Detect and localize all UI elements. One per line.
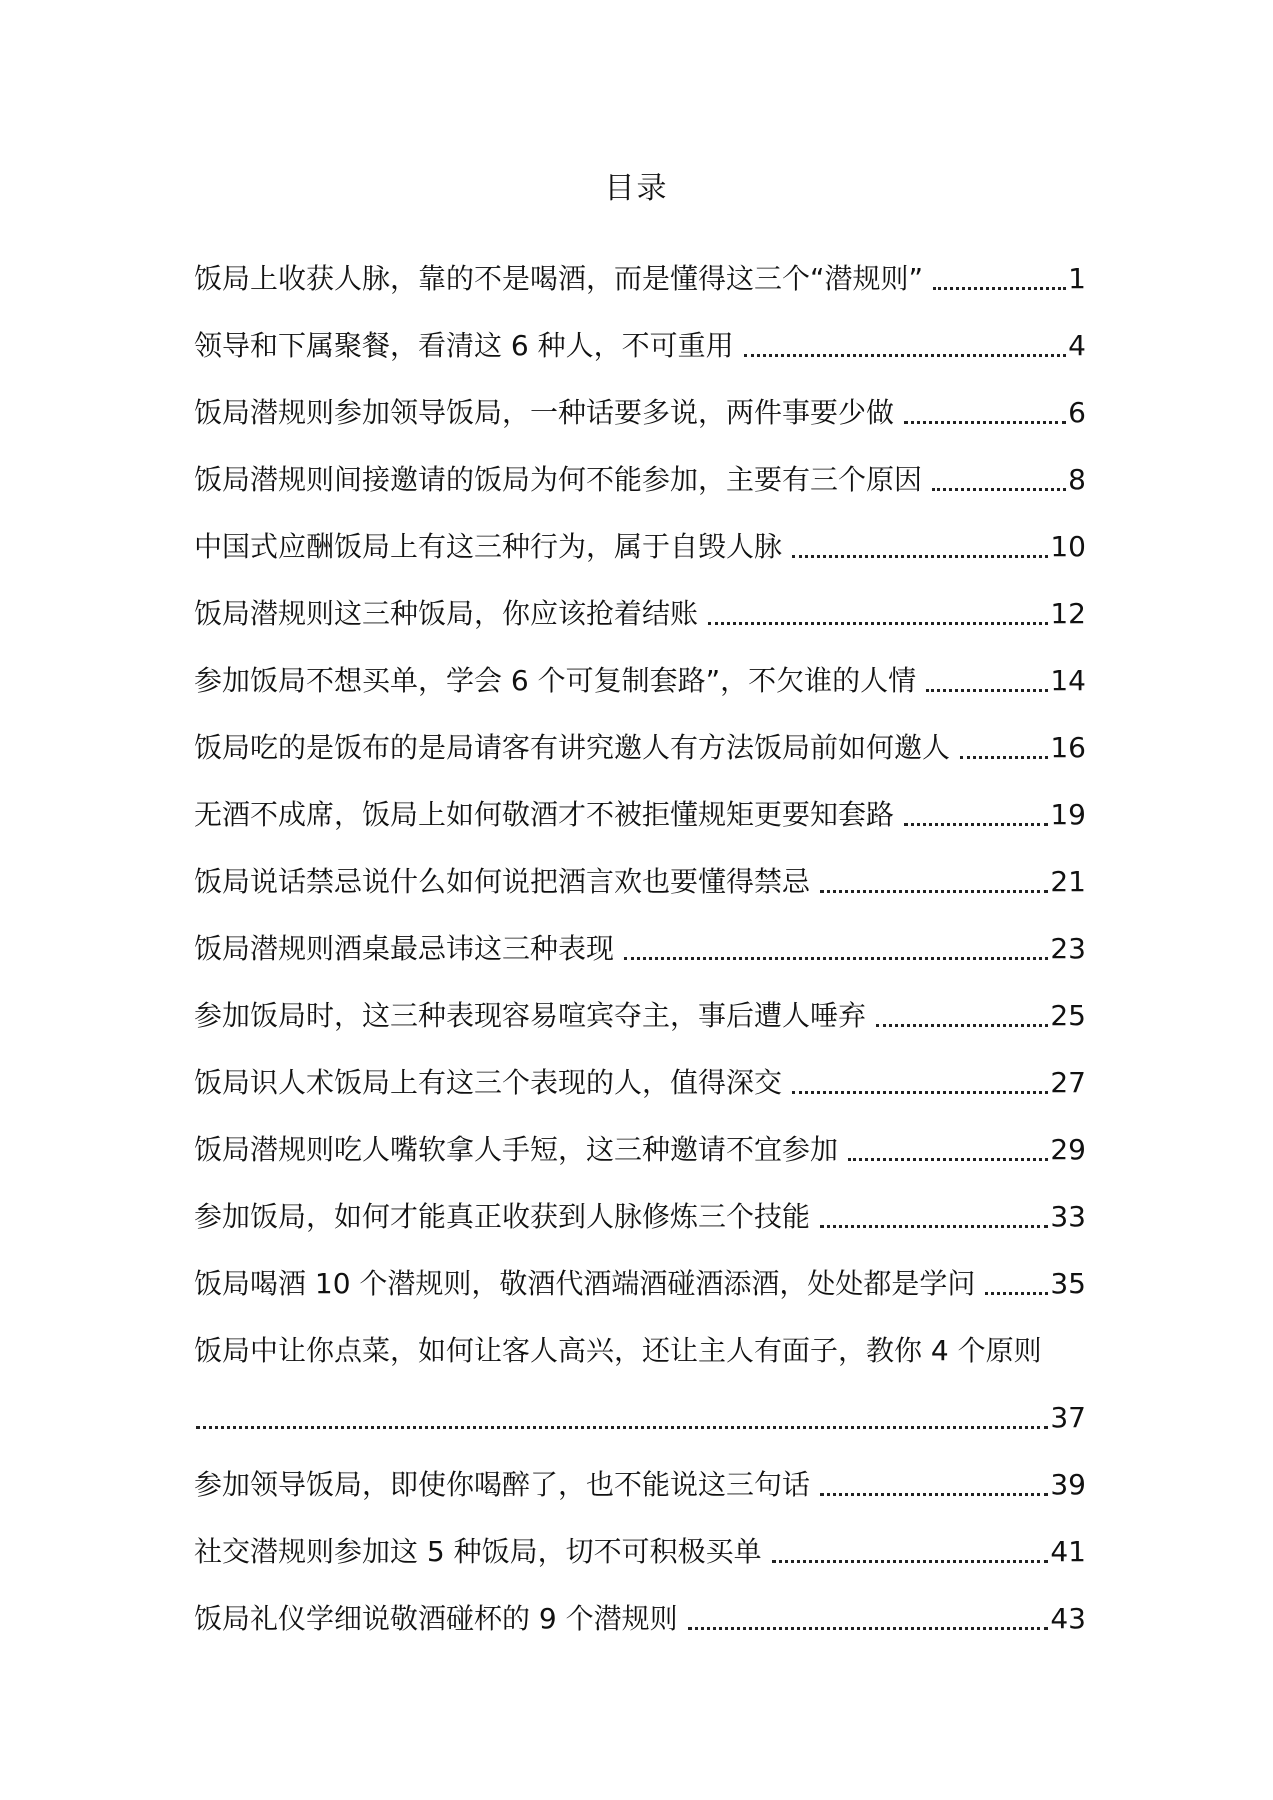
toc-entry[interactable] xyxy=(194,366,1086,433)
toc-leader-dots xyxy=(744,354,1067,357)
toc-leader-dots xyxy=(932,488,1066,491)
toc-entry-label: 饭局潜规则参加领导饭局，一种话要多说，两件事要少做 xyxy=(194,396,895,429)
toc-entry-label: 无酒不成席，饭局上如何敬酒才不被拒懂规矩更要知套路 xyxy=(194,798,895,831)
toc-leader-dots xyxy=(933,287,1066,290)
toc-entry[interactable] xyxy=(194,768,1086,835)
toc-leader-dots xyxy=(820,1493,1048,1496)
toc-entry-label: 领导和下属聚餐，看清这 6 种人，不可重用 xyxy=(194,329,734,362)
toc-entry[interactable] xyxy=(194,1103,1086,1170)
toc-entry-page: 43 xyxy=(1050,1602,1086,1635)
toc-leader-dots xyxy=(688,1627,1049,1630)
toc-leader-dots xyxy=(848,1158,1048,1161)
toc-leader-dots xyxy=(960,756,1048,759)
toc-entry-page: 19 xyxy=(1050,798,1086,831)
toc-entry-label: 参加饭局不想买单，学会 6 个可复制套路”，不欠谁的人情 xyxy=(194,664,917,697)
toc-entry-page: 35 xyxy=(1050,1267,1086,1300)
toc-leader-dots xyxy=(624,957,1048,960)
toc-entry-page: 4 xyxy=(1068,329,1086,362)
toc-entry[interactable] xyxy=(194,567,1086,634)
toc-entry-page: 21 xyxy=(1050,865,1086,898)
toc-leader-dots xyxy=(196,1426,1048,1429)
toc-leader-dots xyxy=(820,1225,1048,1228)
toc-leader-dots xyxy=(772,1560,1049,1563)
toc-entry-label: 饭局喝酒 10 个潜规则，敬酒代酒端酒碰酒添酒，处处都是学问 xyxy=(194,1267,976,1300)
toc-entry-page: 14 xyxy=(1050,664,1086,697)
toc-entry-label: 饭局说话禁忌说什么如何说把酒言欢也要懂得禁忌 xyxy=(194,865,811,898)
toc-entry[interactable] xyxy=(194,835,1086,902)
toc-entry[interactable] xyxy=(194,634,1086,701)
toc-entry[interactable] xyxy=(194,1036,1086,1103)
toc-entry-continuation[interactable] xyxy=(194,1371,1086,1438)
toc-leader-dots xyxy=(820,890,1048,893)
toc-entry-label: 社交潜规则参加这 5 种饭局，切不可积极买单 xyxy=(194,1535,762,1568)
toc-entry-page: 10 xyxy=(1050,530,1086,563)
toc-entry-label: 参加饭局，如何才能真正收获到人脉修炼三个技能 xyxy=(194,1200,811,1233)
toc-entry-label: 饭局识人术饭局上有这三个表现的人，值得深交 xyxy=(194,1066,783,1099)
toc-entry-page: 41 xyxy=(1050,1535,1086,1568)
toc-entry[interactable] xyxy=(194,969,1086,1036)
toc-entry[interactable] xyxy=(194,433,1086,500)
toc-entry-page: 29 xyxy=(1050,1133,1086,1166)
toc-entry-label: 饭局潜规则间接邀请的饭局为何不能参加，主要有三个原因 xyxy=(194,463,923,496)
toc-entry-page: 33 xyxy=(1050,1200,1086,1233)
toc-entry-page: 25 xyxy=(1050,999,1086,1032)
toc-entry-label: 参加领导饭局，即使你喝醉了，也不能说这三句话 xyxy=(194,1468,811,1501)
toc-entry[interactable] xyxy=(194,1237,1086,1304)
toc-leader-dots xyxy=(792,1091,1048,1094)
toc-entry[interactable] xyxy=(194,299,1086,366)
toc-list xyxy=(194,232,1086,1639)
toc-leader-dots xyxy=(904,823,1048,826)
toc-leader-dots xyxy=(708,622,1048,625)
toc-title: 目录 xyxy=(604,171,669,206)
toc-entry-page: 37 xyxy=(1050,1401,1086,1434)
toc-entry-label: 饭局潜规则酒桌最忌讳这三种表现 xyxy=(194,932,615,965)
toc-entry-page: 23 xyxy=(1050,932,1086,965)
toc-entry-page: 6 xyxy=(1068,396,1086,429)
toc-leader-dots xyxy=(904,421,1066,424)
toc-entry[interactable] xyxy=(194,902,1086,969)
toc-entry-page: 27 xyxy=(1050,1066,1086,1099)
toc-entry[interactable] xyxy=(194,1438,1086,1505)
toc-entry[interactable] xyxy=(194,1170,1086,1237)
toc-entry[interactable] xyxy=(194,500,1086,567)
toc-entry-label: 饭局潜规则吃人嘴软拿人手短，这三种邀请不宜参加 xyxy=(194,1133,839,1166)
toc-entry-label: 中国式应酬饭局上有这三种行为，属于自毁人脉 xyxy=(194,530,783,563)
toc-entry[interactable] xyxy=(194,1304,1086,1371)
toc-leader-dots xyxy=(985,1292,1048,1295)
toc-entry-page: 1 xyxy=(1068,262,1086,295)
toc-entry-page: 16 xyxy=(1050,731,1086,764)
toc-entry-page: 39 xyxy=(1050,1468,1086,1501)
toc-entry-page: 12 xyxy=(1050,597,1086,630)
toc-entry-label: 参加饭局时，这三种表现容易喧宾夺主，事后遭人唾弃 xyxy=(194,999,867,1032)
toc-entry-label: 饭局上收获人脉，靠的不是喝酒，而是懂得这三个“潜规则” xyxy=(194,262,924,295)
toc-leader-dots xyxy=(792,555,1048,558)
toc-entry-label: 饭局中让你点菜，如何让客人高兴，还让主人有面子，教你 4 个原则 xyxy=(194,1334,1042,1367)
toc-entry-page: 8 xyxy=(1068,463,1086,496)
toc-entry[interactable] xyxy=(194,1572,1086,1639)
toc-entry-label: 饭局吃的是饭布的是局请客有讲究邀人有方法饭局前如何邀人 xyxy=(194,731,951,764)
toc-entry[interactable] xyxy=(194,1505,1086,1572)
toc-entry[interactable] xyxy=(194,232,1086,299)
toc-entry-label: 饭局礼仪学细说敬酒碰杯的 9 个潜规则 xyxy=(194,1602,678,1635)
toc-leader-dots xyxy=(926,689,1048,692)
toc-leader-dots xyxy=(876,1024,1048,1027)
toc-entry[interactable] xyxy=(194,701,1086,768)
toc-entry-label: 饭局潜规则这三种饭局，你应该抢着结账 xyxy=(194,597,699,630)
